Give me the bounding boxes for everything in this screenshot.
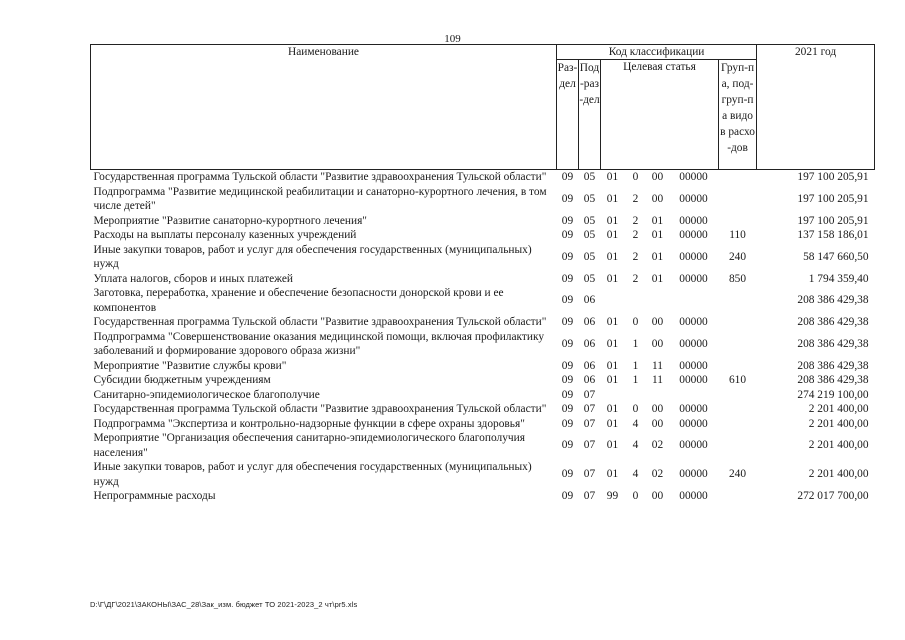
cell-p4: 00000	[679, 439, 708, 452]
table-body	[91, 170, 875, 504]
table-row	[91, 388, 875, 403]
cell-pr: 07	[583, 388, 596, 401]
cell-gr	[719, 170, 757, 185]
cell-rz: 09	[561, 374, 574, 386]
cell-p2: 1	[632, 337, 639, 350]
table-row	[91, 460, 875, 489]
header-classification: Код классификации	[557, 45, 757, 60]
cell-gr	[719, 359, 757, 374]
cell-name: Заготовка, переработка, хранение и обеспечение безопасности донорской крови и ее компонентов	[93, 287, 504, 314]
cell-sum: 208 386 429,38	[797, 337, 869, 350]
cell-pr: 06	[583, 374, 596, 386]
cell-name: Мероприятие "Организация обеспечения санитарно-эпидемиологического благополучия населения"	[93, 432, 525, 459]
cell-p2: 2	[632, 250, 639, 263]
cell-gr	[719, 388, 757, 403]
cell-p2: 2	[632, 229, 639, 241]
cell-pr: 05	[583, 272, 596, 285]
cell-p4: 00000	[679, 316, 708, 328]
cell-rz: 09	[561, 192, 574, 205]
table-row	[91, 431, 875, 460]
cell-p3: 00	[651, 490, 664, 502]
cell-p2: 0	[632, 316, 639, 328]
header-group: Груп-па, под-груп-па видов расхо-дов	[719, 60, 757, 170]
table-row	[91, 373, 875, 388]
cell-gr	[719, 417, 757, 432]
cell-pr: 06	[583, 359, 596, 372]
cell-p1	[601, 286, 625, 315]
cell-gr	[719, 431, 757, 460]
footer-file-path: D:\Г\ДГ\2021\ЗАКОНЫ\ЗАС_28\Зак_изм. бюджет ТО 2021-2023_2 чт\pr5.xls	[90, 600, 358, 609]
cell-pr: 05	[583, 192, 596, 205]
cell-p1: 01	[606, 468, 619, 481]
table-row	[91, 214, 875, 229]
cell-p2: 2	[632, 272, 639, 285]
cell-sum: 208 386 429,38	[797, 359, 869, 372]
cell-sum: 2 201 400,00	[808, 403, 869, 415]
cell-p4: 00000	[679, 468, 708, 481]
cell-pr: 05	[583, 214, 596, 227]
cell-pr: 07	[583, 490, 596, 502]
cell-p4: 00000	[679, 192, 708, 205]
cell-gr: 240	[728, 468, 747, 481]
cell-name: Иные закупки товаров, работ и услуг для обеспечения государственных (муниципальных) нужд	[93, 461, 532, 488]
cell-pr: 06	[583, 316, 596, 328]
page-number: 109	[444, 33, 461, 45]
cell-pr: 05	[583, 229, 596, 241]
cell-rz: 09	[561, 250, 574, 263]
cell-p4	[669, 388, 719, 403]
cell-p2: 4	[632, 417, 639, 430]
cell-gr	[719, 185, 757, 214]
cell-p4: 00000	[679, 403, 708, 415]
cell-name: Непрограммные расходы	[93, 490, 216, 502]
cell-p4: 00000	[679, 171, 708, 183]
cell-sum: 2 201 400,00	[808, 417, 869, 430]
table-row	[91, 170, 875, 185]
cell-p4: 00000	[679, 359, 708, 372]
cell-sum: 208 386 429,38	[797, 294, 869, 307]
cell-p3: 00	[651, 192, 664, 205]
cell-rz: 09	[561, 171, 574, 183]
cell-p1: 01	[606, 359, 619, 372]
cell-pr: 07	[583, 468, 596, 481]
cell-pr: 07	[583, 417, 596, 430]
cell-p2: 4	[632, 468, 639, 481]
cell-sum: 2 201 400,00	[808, 439, 869, 452]
cell-p1: 01	[606, 214, 619, 227]
cell-name: Уплата налогов, сборов и иных платежей	[93, 272, 293, 285]
cell-pr: 07	[583, 403, 596, 415]
table-row	[91, 228, 875, 243]
cell-p1: 01	[606, 374, 619, 386]
cell-p2: 4	[632, 439, 639, 452]
cell-p1: 01	[606, 171, 619, 183]
cell-pr: 06	[583, 294, 596, 307]
cell-rz: 09	[561, 316, 574, 328]
cell-p1: 01	[606, 403, 619, 415]
cell-rz: 09	[561, 294, 574, 307]
header-subsection: Под-раз-дел	[579, 60, 601, 170]
cell-p2	[625, 286, 647, 315]
cell-gr	[719, 402, 757, 417]
table-row	[91, 286, 875, 315]
header-section: Раз-дел	[557, 60, 579, 170]
cell-gr: 110	[729, 229, 746, 241]
cell-rz: 09	[561, 388, 574, 401]
cell-rz: 09	[561, 359, 574, 372]
table-row	[91, 402, 875, 417]
cell-p1	[601, 388, 625, 403]
cell-rz: 09	[561, 490, 574, 502]
cell-p2: 2	[632, 192, 639, 205]
cell-p4: 00000	[679, 214, 708, 227]
cell-name: Иные закупки товаров, работ и услуг для обеспечения государственных (муниципальных) нужд	[93, 243, 532, 270]
cell-p2: 1	[632, 374, 639, 386]
header-name: Наименование	[91, 45, 557, 170]
header-year: 2021 год	[757, 45, 875, 170]
cell-rz: 09	[561, 229, 574, 241]
cell-p3: 00	[651, 316, 664, 328]
cell-sum: 197 100 205,91	[797, 214, 869, 227]
cell-p1: 99	[606, 490, 619, 502]
cell-p2: 1	[632, 359, 639, 372]
cell-p3: 01	[651, 250, 664, 263]
cell-rz: 09	[561, 417, 574, 430]
cell-p1: 01	[606, 439, 619, 452]
cell-name: Государственная программа Тульской области "Развитие здравоохранения Тульской области"	[93, 316, 547, 328]
header-target: Целевая статья	[601, 60, 719, 170]
cell-name: Санитарно-эпидемиологическое благополучие	[93, 388, 320, 401]
cell-sum: 137 158 186,01	[797, 229, 869, 241]
cell-p2: 0	[632, 403, 639, 415]
cell-p1: 01	[606, 272, 619, 285]
cell-p3: 02	[651, 439, 664, 452]
table-row	[91, 417, 875, 432]
cell-p3: 01	[651, 272, 664, 285]
cell-sum: 208 386 429,38	[797, 374, 869, 386]
cell-sum: 1 794 359,40	[808, 272, 869, 285]
cell-gr: 850	[728, 272, 747, 285]
cell-p4	[669, 286, 719, 315]
cell-gr: 610	[728, 374, 747, 386]
cell-p4: 00000	[679, 229, 708, 241]
cell-sum: 2 201 400,00	[808, 468, 869, 481]
cell-p1: 01	[606, 417, 619, 430]
cell-p3: 00	[651, 403, 664, 415]
cell-p4: 00000	[679, 374, 708, 386]
table-row	[91, 272, 875, 287]
cell-rz: 09	[561, 337, 574, 350]
cell-p1: 01	[606, 192, 619, 205]
cell-gr	[719, 286, 757, 315]
cell-rz: 09	[561, 439, 574, 452]
cell-p4: 00000	[679, 417, 708, 430]
cell-p3	[647, 286, 669, 315]
table-row	[91, 359, 875, 374]
cell-rz: 09	[561, 214, 574, 227]
cell-pr: 06	[583, 337, 596, 350]
table-row	[91, 489, 875, 504]
cell-p2: 2	[632, 214, 639, 227]
table-row	[91, 185, 875, 214]
cell-pr: 05	[583, 250, 596, 263]
cell-sum: 208 386 429,38	[797, 316, 869, 328]
cell-p2: 0	[632, 490, 639, 502]
cell-p2: 0	[632, 171, 639, 183]
cell-sum: 272 017 700,00	[797, 490, 869, 502]
cell-name: Подпрограмма "Совершенствование оказания медицинской помощи, включая профилактику заболеваний и формирование здорового образа жизни"	[93, 330, 545, 357]
cell-p3: 11	[652, 359, 663, 372]
cell-p4: 00000	[679, 337, 708, 350]
cell-p3: 01	[651, 214, 664, 227]
cell-sum: 58 147 660,50	[803, 250, 869, 263]
cell-name: Расходы на выплаты персоналу казенных учреждений	[93, 229, 357, 241]
cell-p3: 02	[651, 468, 664, 481]
cell-gr	[719, 315, 757, 330]
cell-p1: 01	[606, 250, 619, 263]
table-row	[91, 330, 875, 359]
cell-rz: 09	[561, 403, 574, 415]
cell-sum: 197 100 205,91	[797, 171, 869, 183]
cell-gr	[719, 214, 757, 229]
cell-name: Мероприятие "Развитие службы крови"	[93, 359, 287, 372]
cell-p4: 00000	[679, 250, 708, 263]
cell-p2	[625, 388, 647, 403]
cell-p1: 01	[606, 229, 619, 241]
cell-p1: 01	[606, 337, 619, 350]
cell-gr	[719, 489, 757, 504]
table-row	[91, 243, 875, 272]
table-row	[91, 315, 875, 330]
cell-p4: 00000	[679, 490, 708, 502]
cell-gr	[719, 330, 757, 359]
cell-p1: 01	[606, 316, 619, 328]
cell-name: Государственная программа Тульской области "Развитие здравоохранения Тульской области"	[93, 171, 547, 183]
cell-p3: 00	[651, 171, 664, 183]
cell-rz: 09	[561, 272, 574, 285]
cell-name: Мероприятие "Развитие санаторно-курортного лечения"	[93, 214, 367, 227]
cell-pr: 07	[583, 439, 596, 452]
cell-pr: 05	[583, 171, 596, 183]
cell-name: Подпрограмма "Развитие медицинской реабилитации и санаторно-курортного лечения, в том числе детей"	[93, 185, 547, 212]
cell-p3: 01	[651, 229, 664, 241]
cell-sum: 274 219 100,00	[797, 388, 869, 401]
cell-sum: 197 100 205,91	[797, 192, 869, 205]
cell-name: Субсидии бюджетным учреждениям	[93, 374, 271, 386]
cell-p3: 00	[651, 417, 664, 430]
budget-table	[90, 44, 875, 504]
cell-p3: 11	[652, 374, 663, 386]
cell-rz: 09	[561, 468, 574, 481]
cell-p3	[647, 388, 669, 403]
cell-p4: 00000	[679, 272, 708, 285]
cell-p3: 00	[651, 337, 664, 350]
cell-name: Государственная программа Тульской области "Развитие здравоохранения Тульской области"	[93, 403, 547, 415]
cell-gr: 240	[728, 250, 747, 263]
cell-name: Подпрограмма "Экспертиза и контрольно-надзорные функции в сфере охраны здоровья"	[93, 417, 525, 430]
